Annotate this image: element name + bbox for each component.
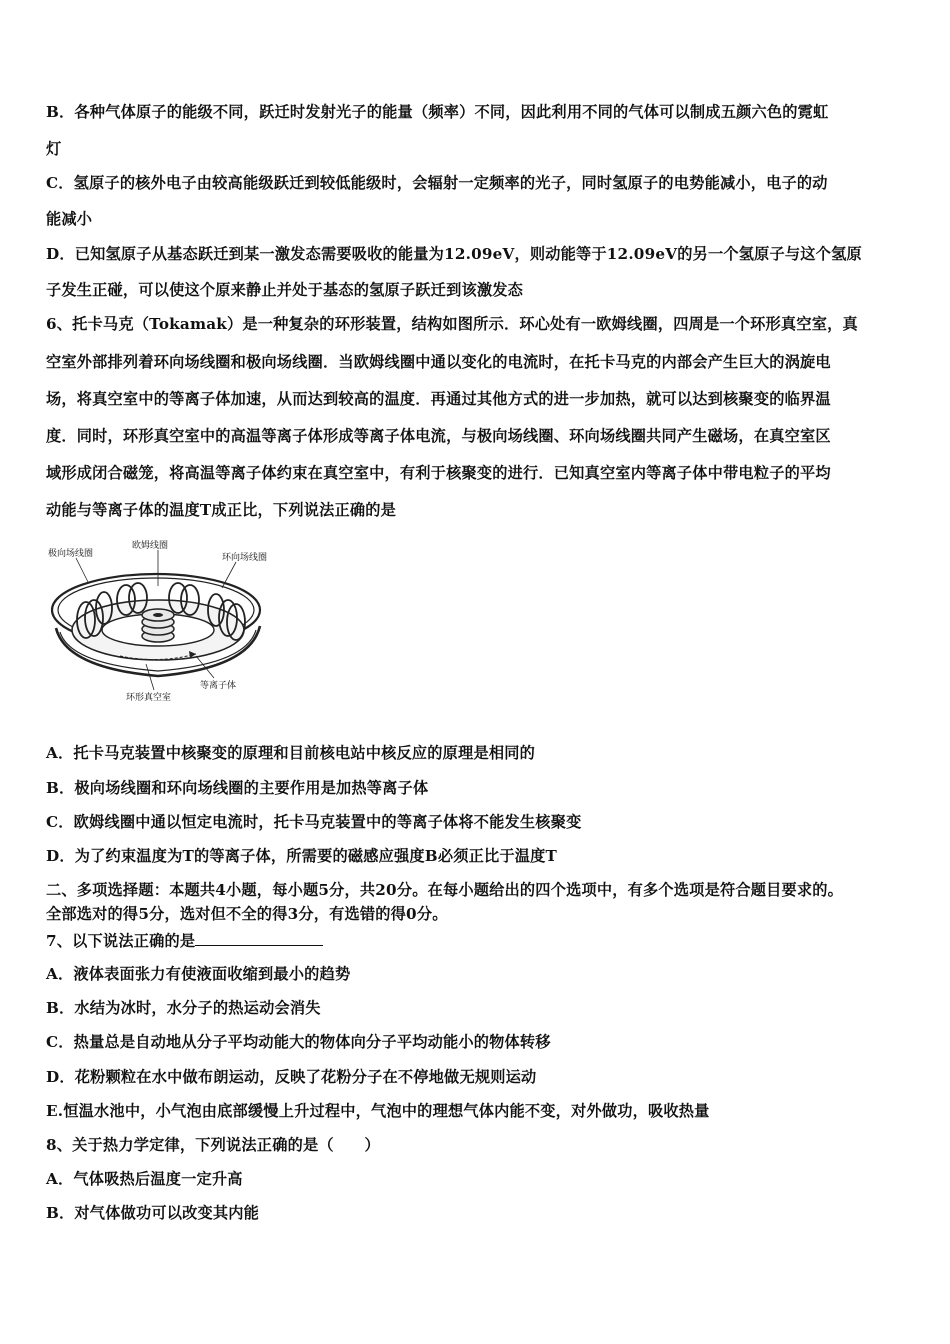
section2-header-line1: 二、多项选择题：本题共4小题，每小题5分，共20分。在每小题给出的四个选项中，有多个选项是符合题目要求的。 <box>46 881 844 899</box>
section2-header-line2: 全部选对的得5分，选对但不全的得3分，有选错的得0分。 <box>46 905 448 923</box>
q6-option-c: C．欧姆线圈中通以恒定电流时，托卡马克装置中的等离子体将不能发生核聚变 <box>46 813 582 831</box>
q8-stem: 8、关于热力学定律，下列说法正确的是（ ） <box>46 1136 380 1154</box>
q7-option-a: A．液体表面张力有使液面收缩到最小的趋势 <box>46 965 351 983</box>
q8-option-a: A．气体吸热后温度一定升高 <box>46 1170 243 1188</box>
q7-option-e: E.恒温水池中，小气泡由底部缓慢上升过程中，气泡中的理想气体内能不变，对外做功，吸收热量 <box>46 1102 710 1120</box>
q6-option-a: A．托卡马克装置中核聚变的原理和目前核电站中核反应的原理是相同的 <box>46 744 535 762</box>
q6-option-b: B．极向场线圈和环向场线圈的主要作用是加热等离子体 <box>46 779 429 797</box>
q8-option-b: B．对气体做功可以改变其内能 <box>46 1204 260 1222</box>
label-plasma: 等离子体 <box>200 681 237 691</box>
q5-option-b-line2: 灯 <box>46 140 62 158</box>
label-toroidal-coil: 环向场线圈 <box>222 553 268 563</box>
q6-stem-line4: 度．同时，环形真空室中的高温等离子体形成等离子体电流，与极向场线圈、环向场线圈共同产生磁场，在真空室区 <box>46 427 831 445</box>
tokamak-diagram <box>46 538 278 704</box>
label-ohmic-coil: 欧姆线圈 <box>132 541 169 551</box>
q5-option-d-line2: 子发生正碰，可以使这个原来静止并处于基态的氢原子跃迁到该激发态 <box>46 281 524 299</box>
q5-option-c-line1: C．氢原子的核外电子由较高能级跃迁到较低能级时，会辐射一定频率的光子，同时氢原子的电势能减小，电子的动 <box>46 174 828 192</box>
answer-blank <box>195 930 323 946</box>
label-poloidal-coil: 极向场线圈 <box>48 549 94 559</box>
q5-option-c-line2: 能减小 <box>46 210 93 228</box>
q5-option-b-line1: B．各种气体原子的能级不同，跃迁时发射光子的能量（频率）不同，因此利用不同的气体可以制成五颜六色的霓虹 <box>46 103 829 121</box>
q6-stem-line2: 空室外部排列着环向场线圈和极向场线圈．当欧姆线圈中通以变化的电流时，在托卡马克的内部会产生巨大的涡旋电 <box>46 353 831 371</box>
q7-option-b: B．水结为冰时，水分子的热运动会消失 <box>46 999 321 1017</box>
q7-stem-text: 7、以下说法正确的是 <box>46 932 196 950</box>
q6-stem-line6: 动能与等离子体的温度T成正比，下列说法正确的是 <box>46 501 397 519</box>
label-vacuum-chamber: 环形真空室 <box>126 693 172 703</box>
q7-stem <box>46 930 906 951</box>
q7-option-d: D．花粉颗粒在水中做布朗运动，反映了花粉分子在不停地做无规则运动 <box>46 1068 537 1086</box>
q5-option-d-line1: D．已知氢原子从基态跃迁到某一激发态需要吸收的能量为12.09eV，则动能等于12.09eV的另一个氢原子与这个氢原 <box>46 245 862 263</box>
q6-stem-line5: 域形成闭合磁笼，将高温等离子体约束在真空室中，有利于核聚变的进行．已知真空室内等离子体中带电粒子的平均 <box>46 464 831 482</box>
q6-option-d: D．为了约束温度为T的等离子体，所需要的磁感应强度B必须正比于温度T <box>46 847 558 865</box>
q6-stem-line3: 场，将真空室中的等离子体加速，从而达到较高的温度．再通过其他方式的进一步加热，就可以达到核聚变的临界温 <box>46 390 831 408</box>
q7-option-c: C．热量总是自动地从分子平均动能大的物体向分子平均动能小的物体转移 <box>46 1033 551 1051</box>
tokamak-figure <box>46 538 278 704</box>
q6-stem-line1: 6、托卡马克（Tokamak）是一种复杂的环形装置，结构如图所示．环心处有一欧姆线圈，四周是一个环形真空室，真 <box>46 315 858 333</box>
